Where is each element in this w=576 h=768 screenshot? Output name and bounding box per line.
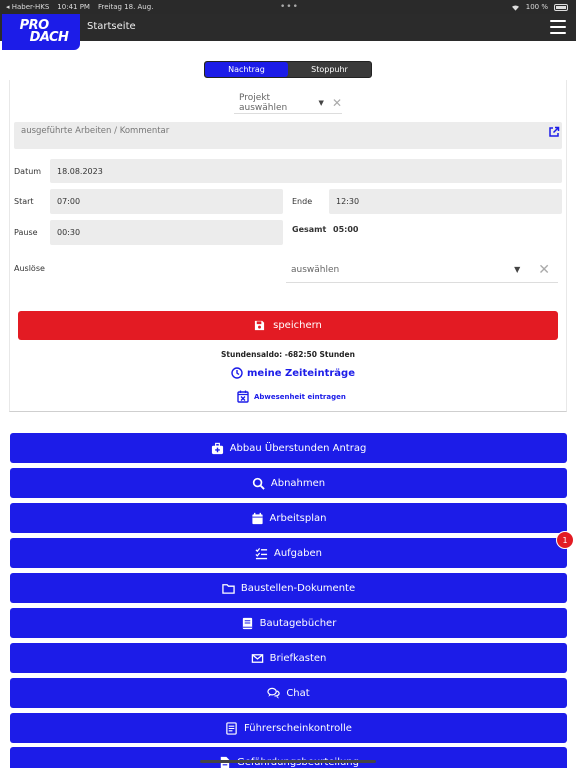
- clock-icon: [231, 367, 243, 379]
- pause-time-field[interactable]: 00:30: [50, 220, 283, 245]
- start-time-field[interactable]: 07:00: [50, 189, 283, 214]
- project-select[interactable]: [234, 92, 342, 114]
- task-list-icon: [255, 547, 268, 560]
- comment-textarea[interactable]: [14, 122, 562, 149]
- external-link-icon[interactable]: [548, 126, 560, 138]
- hamburger-menu-icon[interactable]: [550, 20, 566, 34]
- chevron-down-icon: ▼: [318, 98, 324, 107]
- pause-label: Pause: [14, 228, 38, 237]
- home-indicator[interactable]: [200, 760, 376, 763]
- mode-tabs: [204, 61, 372, 78]
- menu-label: Baustellen-Dokumente: [240, 582, 356, 594]
- save-button-label: speichern: [273, 320, 322, 331]
- datum-label: Datum: [14, 167, 42, 176]
- status-bar: [0, 0, 576, 14]
- datum-field[interactable]: 18.08.2023: [50, 159, 562, 183]
- ende-label: Ende: [292, 197, 313, 206]
- floppy-disk-icon: [254, 320, 265, 331]
- ausloese-label: Auslöse: [14, 264, 45, 273]
- menu-abbau-ueberstunden-button[interactable]: [10, 433, 567, 463]
- menu-label: Führerscheinkontrolle: [244, 722, 352, 734]
- menu-fuehrerscheinkontrolle-button[interactable]: [10, 713, 567, 743]
- project-select-placeholder: Projekt auswählen: [239, 92, 288, 113]
- chat-icon: [267, 687, 280, 700]
- start-label: Start: [14, 197, 34, 206]
- menu-briefkasten-button[interactable]: [10, 643, 567, 673]
- battery-percent: 100 %: [525, 3, 548, 11]
- menu-abnahmen-button[interactable]: [10, 468, 567, 498]
- calendar-icon: [251, 512, 264, 525]
- ausloese-select[interactable]: [286, 257, 558, 283]
- calendar-x-icon: [237, 390, 249, 403]
- multitask-dots[interactable]: •••: [280, 2, 299, 12]
- folder-icon: [222, 582, 235, 595]
- menu-gefaehrdungsbeurteilung-button[interactable]: [10, 747, 567, 768]
- logo-line1: PRO: [19, 18, 49, 33]
- search-icon: [252, 477, 265, 490]
- tab-nachtrag[interactable]: Nachtrag: [205, 62, 288, 77]
- envelope-icon: [251, 652, 264, 665]
- save-button[interactable]: [18, 311, 558, 340]
- book-icon: [241, 617, 254, 630]
- absence-entry-link[interactable]: [237, 390, 346, 403]
- ausloese-placeholder: auswählen: [291, 264, 340, 275]
- gesamt-label: Gesamt: [292, 225, 327, 234]
- my-time-entries-label: meine Zeiteinträge: [247, 367, 355, 379]
- menu-label: Abnahmen: [270, 477, 326, 489]
- wifi-icon: [511, 4, 520, 11]
- menu-arbeitsplan-button[interactable]: [10, 503, 567, 533]
- menu-bautagebuecher-button[interactable]: [10, 608, 567, 638]
- page-title: Startseite: [87, 21, 136, 32]
- aufgaben-count-badge: 1: [556, 531, 574, 549]
- battery-icon: [554, 4, 568, 11]
- gesamt-value: 05:00: [333, 225, 359, 234]
- clear-project-icon[interactable]: ✕: [331, 95, 342, 110]
- chevron-down-icon: ▼: [514, 265, 521, 274]
- menu-chat-button[interactable]: [10, 678, 567, 708]
- clear-ausloese-icon[interactable]: ✕: [538, 261, 550, 278]
- absence-entry-label: Abwesenheit eintragen: [254, 392, 346, 401]
- menu-label: Abbau Überstunden Antrag: [229, 442, 367, 454]
- menu-aufgaben-button[interactable]: [10, 538, 567, 568]
- menu-label: Bautagebücher: [259, 617, 337, 629]
- briefcase-plus-icon: [211, 442, 224, 455]
- menu-label: Chat: [286, 687, 310, 699]
- status-date: Freitag 18. Aug.: [97, 3, 154, 11]
- menu-label: Briefkasten: [269, 652, 327, 664]
- menu-baustellen-dokumente-button[interactable]: [10, 573, 567, 603]
- logo-line2: DACH: [29, 30, 69, 45]
- id-card-icon: [225, 722, 238, 735]
- ende-time-field[interactable]: 12:30: [329, 189, 562, 214]
- status-time: 10:41 PM: [57, 3, 90, 11]
- tab-stoppuhr[interactable]: Stoppuhr: [311, 65, 348, 74]
- comment-placeholder: ausgeführte Arbeiten / Kommentar: [21, 126, 170, 136]
- menu-label: Aufgaben: [273, 547, 322, 559]
- menu-label: Arbeitsplan: [269, 512, 327, 524]
- my-time-entries-link[interactable]: [231, 367, 355, 379]
- back-to-app-link[interactable]: ◂ Haber-HKS: [6, 3, 50, 11]
- stundensaldo-text: Stundensaldo: -682:50 Stunden: [221, 350, 355, 359]
- prodach-logo[interactable]: [2, 14, 80, 50]
